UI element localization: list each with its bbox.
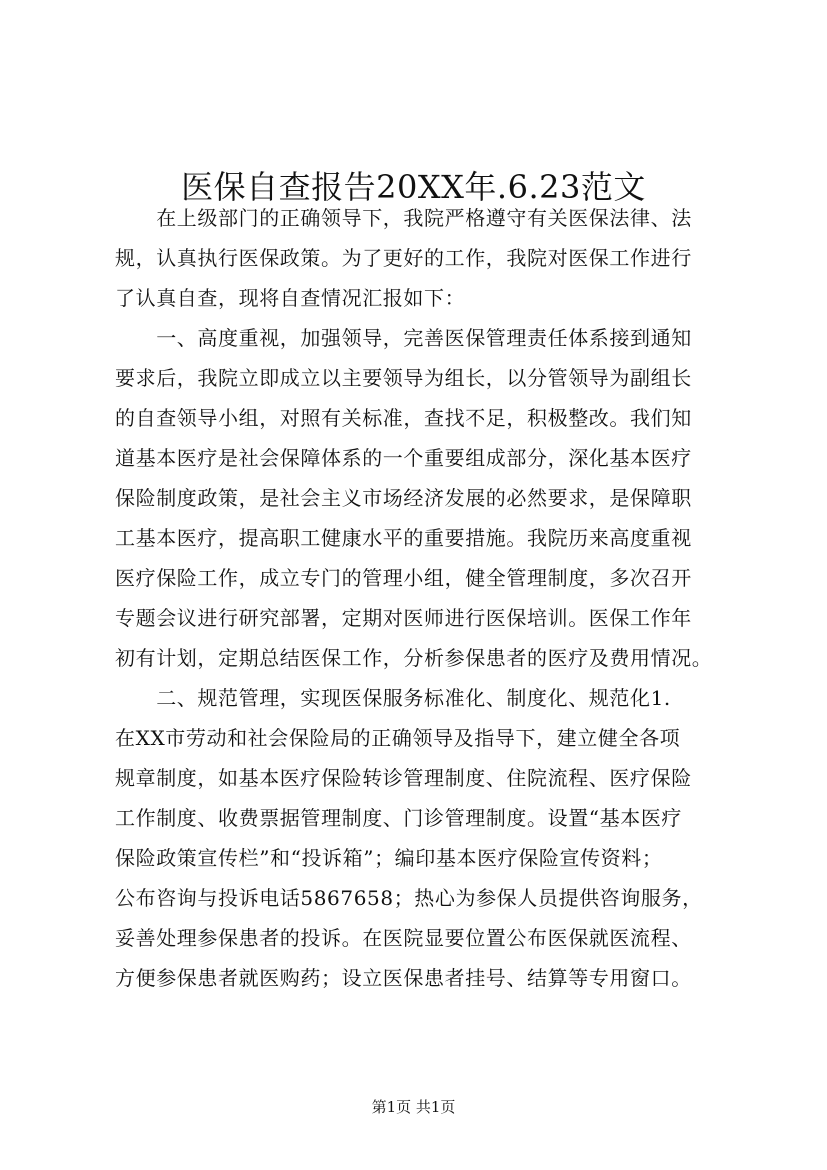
body-line: 专题会议进行研究部署，定期对医师进行医保培训。医保工作年 (115, 606, 692, 630)
body-line: 妥善处理参保患者的投诉。在医院显要位置公布医保就医流程、 (115, 926, 692, 950)
body-line: 在上级部门的正确领导下，我院严格遵守有关医保法律、法 (115, 206, 692, 230)
page-number-footer: 第1页 共1页 (371, 1098, 456, 1116)
body-line: 了认真自查，现将自查情况汇报如下： (115, 286, 466, 310)
body-line: 二、规范管理，实现医保服务标准化、制度化、规范化1. (115, 686, 671, 710)
body-line: 保险政策宣传栏”和“投诉箱”；编印基本医疗保险宣传资料； (115, 846, 663, 870)
body-line: 保险制度政策，是社会主义市场经济发展的必然要求，是保障职 (115, 486, 692, 510)
body-line: 一、高度重视，加强领导，完善医保管理责任体系接到通知 (115, 326, 692, 350)
body-line: 的自查领导小组，对照有关标准，查找不足，积极整改。我们知 (115, 406, 692, 430)
body-line: 方便参保患者就医购药；设立医保患者挂号、结算等专用窗口。 (115, 966, 692, 990)
document-body (115, 198, 727, 998)
body-line: 工基本医疗，提高职工健康水平的重要措施。我院历来高度重视 (115, 526, 692, 550)
body-line: 初有计划，定期总结医保工作，分析参保患者的医疗及费用情况。 (115, 646, 713, 670)
body-line: 规，认真执行医保政策。为了更好的工作，我院对医保工作进行 (115, 246, 692, 270)
document-title: 医保自查报告20XX年.6.23范文 (181, 168, 646, 207)
body-line: 公布咨询与投诉电话5867658；热心为参保人员提供咨询服务， (115, 886, 703, 910)
body-line: 工作制度、收费票据管理制度、门诊管理制度。设置“基本医疗 (115, 806, 683, 830)
body-line: 规章制度，如基本医疗保险转诊管理制度、住院流程、医疗保险 (115, 766, 692, 790)
body-line: 道基本医疗是社会保障体系的一个重要组成部分，深化基本医疗 (115, 446, 692, 470)
body-line: 要求后，我院立即成立以主要领导为组长，以分管领导为副组长 (115, 366, 692, 390)
body-line: 医疗保险工作，成立专门的管理小组，健全管理制度，多次召开 (115, 566, 692, 590)
body-line: 在XX市劳动和社会保险局的正确领导及指导下，建立健全各项 (115, 726, 681, 750)
